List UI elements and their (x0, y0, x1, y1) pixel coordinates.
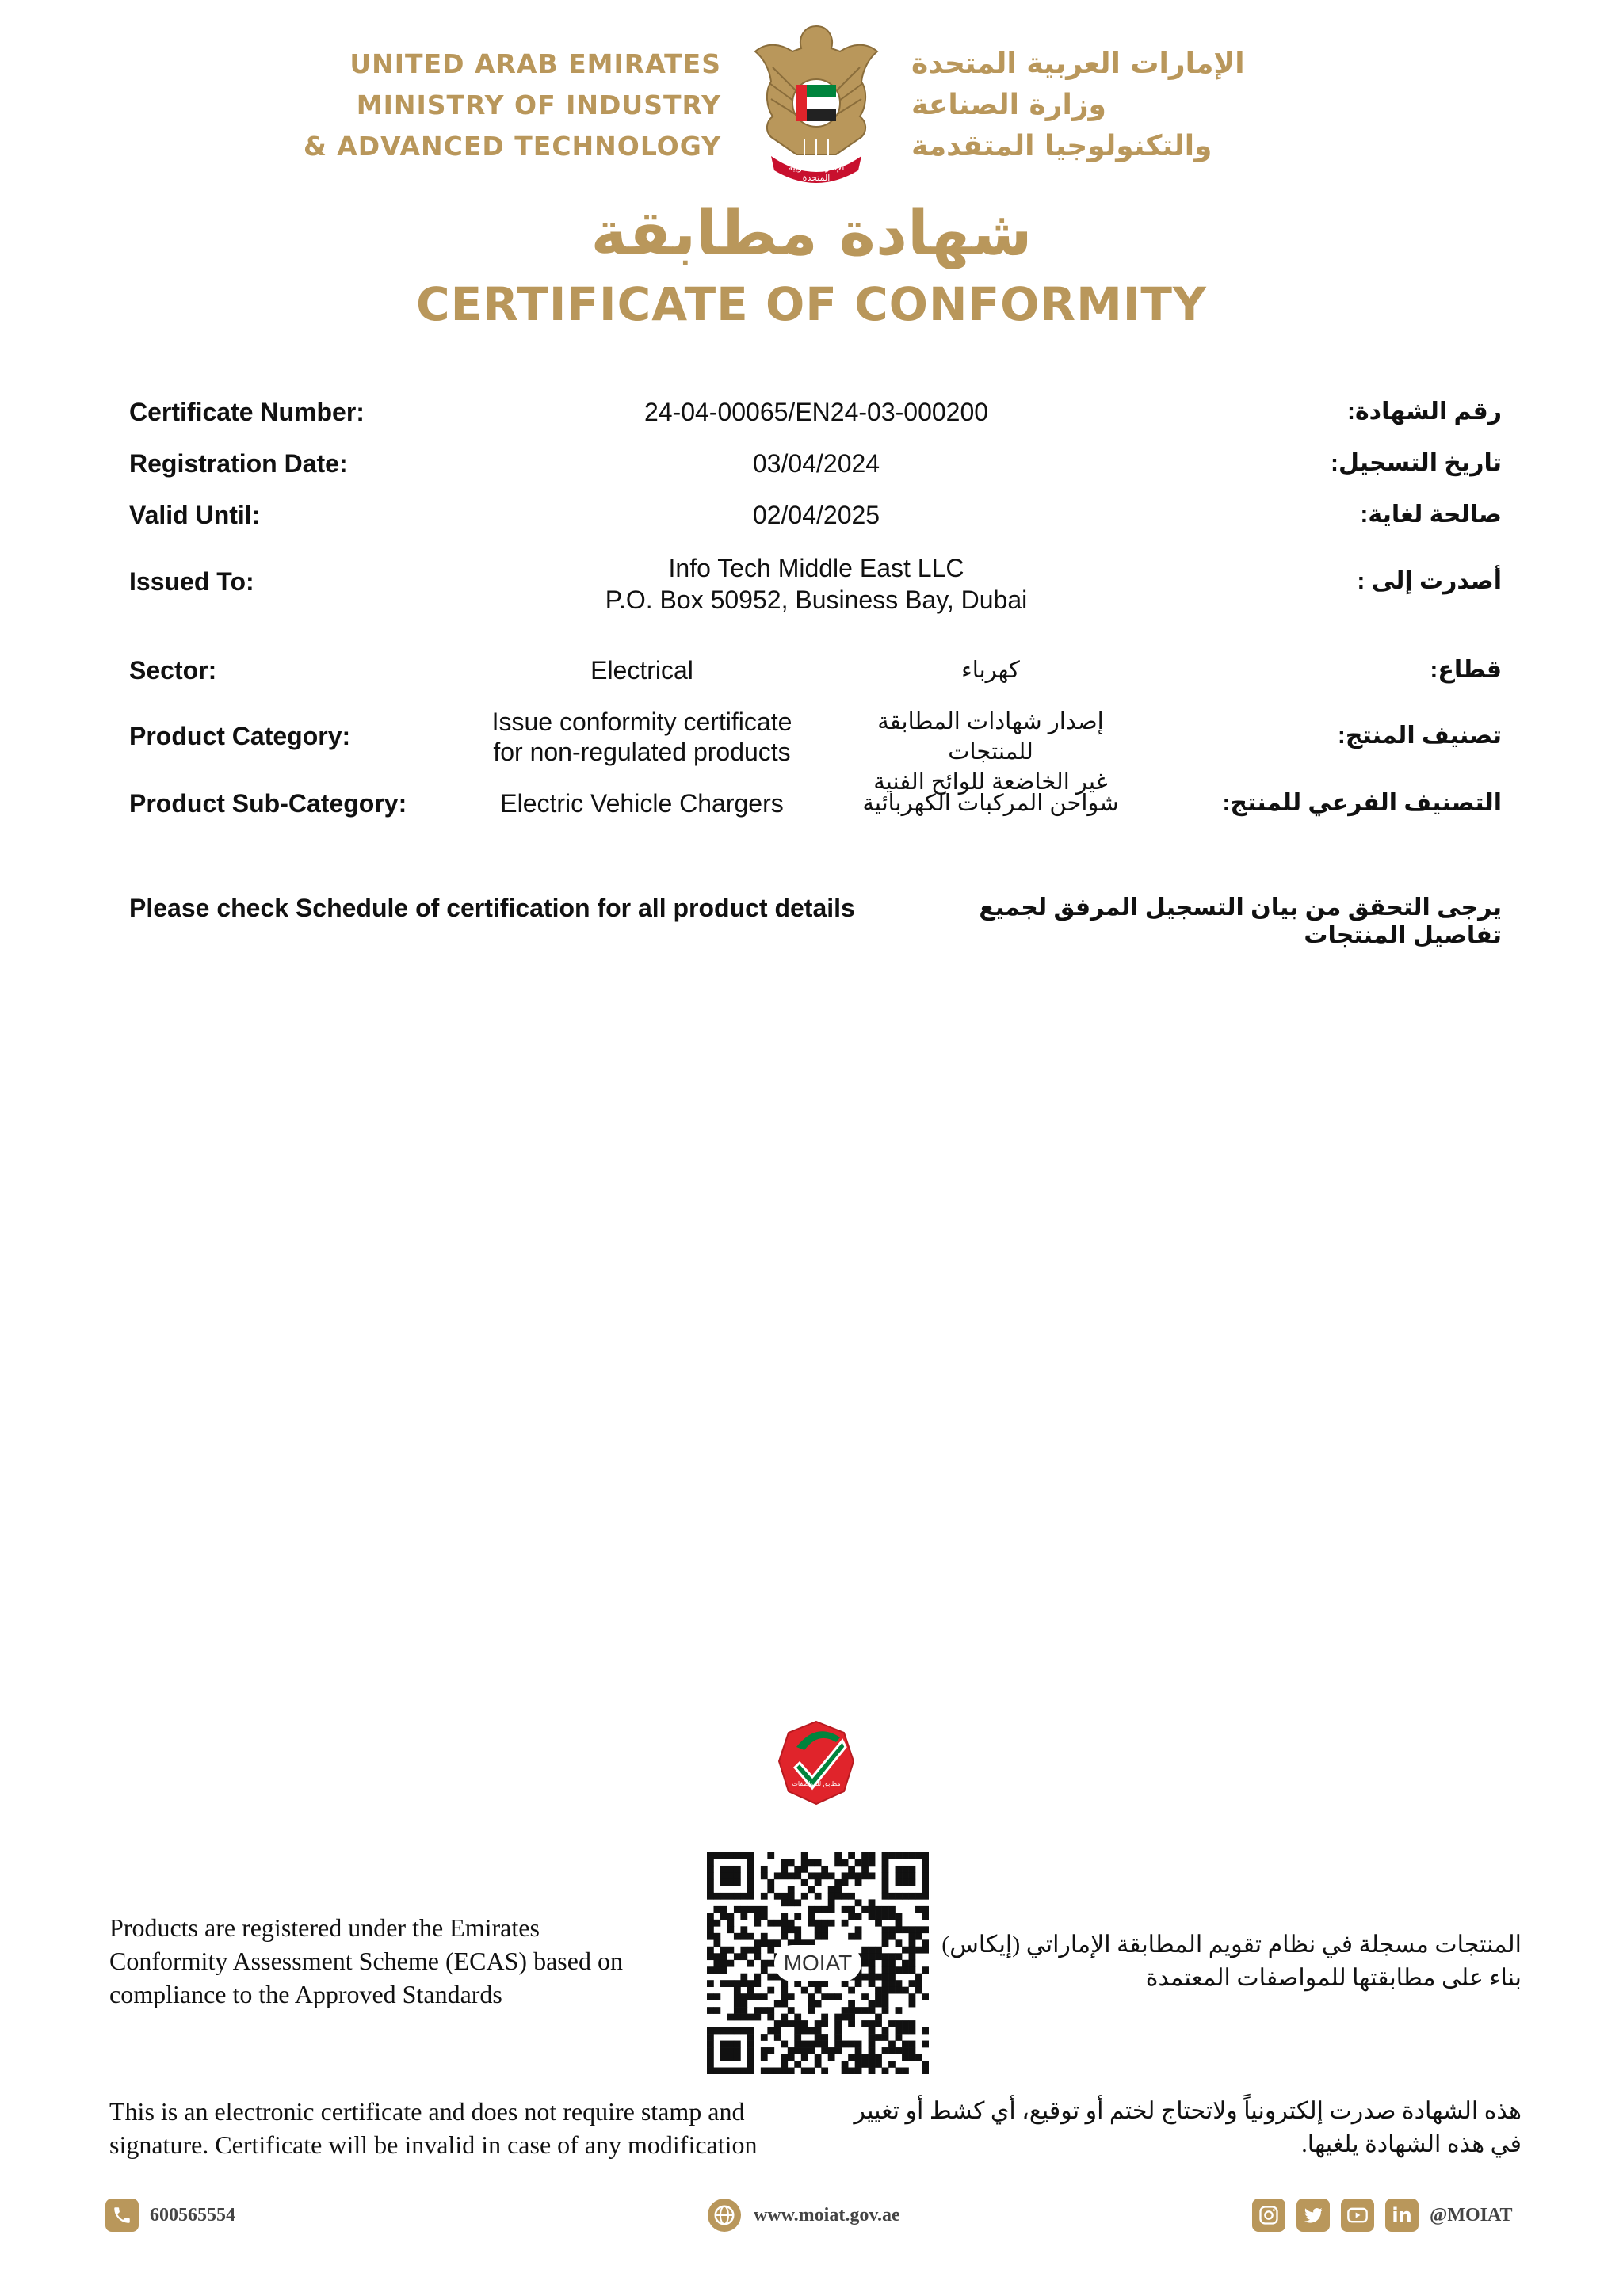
seal-text: مطابق للمواصفات (792, 1780, 841, 1787)
valid-until-label-ar: صالحة لغاية: (1360, 502, 1502, 528)
product-category-label: Product Category: (129, 722, 351, 750)
cert-number-label: Certificate Number: (129, 398, 365, 426)
electronic-en-line2: signature. Certificate will be invalid in case of any modification (109, 2130, 758, 2159)
website-link: www.moiat.gov.ae (754, 2204, 900, 2225)
electronic-en-line1: This is an electronic certificate and does not require stamp and (109, 2097, 745, 2126)
ecas-en-line1: Products are registered under the Emirates (109, 1913, 540, 1942)
ecas-en-line3: compliance to the Approved Standards (109, 1980, 502, 2008)
valid-until-label: Valid Until: (129, 501, 261, 529)
header-en-line3: & ADVANCED TECHNOLOGY (303, 131, 721, 162)
ecas-ar (935, 1928, 1522, 1995)
header-en-line2: MINISTRY OF INDUSTRY (356, 90, 721, 120)
conformity-seal (773, 1715, 860, 1810)
footer-social (1252, 2199, 1513, 2232)
ecas-en (109, 1911, 696, 2011)
product-category-value (460, 707, 824, 767)
issued-to-address: P.O. Box 50952, Business Bay, Dubai (605, 585, 1028, 614)
ecas-ar-line2: بناء على مطابقتها للمواصفات المعتمدة (1145, 1965, 1522, 1991)
footer-phone[interactable] (105, 2199, 235, 2232)
product-category-label-ar: تصنيف المنتج: (1337, 723, 1502, 749)
reg-date-label-ar: تاريخ التسجيل: (1331, 450, 1502, 476)
header-ar-line1: الإمارات العربية المتحدة (911, 48, 1245, 80)
linkedin-icon[interactable]: in (1385, 2199, 1419, 2232)
issued-to-company: Info Tech Middle East LLC (668, 554, 964, 582)
product-category-value-ar (832, 707, 1149, 797)
header-ar-line3: والتكنولوجيا المتقدمة (911, 130, 1212, 162)
reg-date-value: 03/04/2024 (752, 449, 880, 478)
qr-code (707, 1852, 929, 2074)
globe-icon (708, 2199, 741, 2232)
sector-label-ar: قطاع: (1430, 657, 1502, 683)
electronic-note-ar (840, 2095, 1522, 2161)
header-ar-line2: وزارة الصناعة (911, 89, 1106, 121)
uae-emblem (749, 20, 884, 186)
schedule-note-ar: يرجى التحقق من بيان التسجيل المرفق لجميع تفاصيل المنتجات (979, 894, 1502, 948)
header-arabic (911, 44, 1316, 167)
twitter-icon[interactable] (1296, 2199, 1330, 2232)
electronic-note-en (109, 2095, 823, 2161)
header-english (238, 44, 721, 167)
valid-until-value: 02/04/2025 (752, 501, 880, 529)
reg-date-label: Registration Date: (129, 449, 348, 478)
cert-number-value: 24-04-00065/EN24-03-000200 (643, 398, 989, 426)
electronic-ar-line2: في هذه الشهادة يلغيها. (1301, 2131, 1522, 2157)
product-category-ar-line1: إصدار شهادات المطابقة للمنتجات (877, 709, 1104, 765)
social-handle: @MOIAT (1430, 2204, 1513, 2225)
product-subcategory-label-ar: التصنيف الفرعي للمنتج: (1222, 790, 1502, 816)
electronic-ar-line1: هذه الشهادة صدرت إلكترونياً ولاتحتاج لختم أو توقيع، أي كشط أو تغيير (854, 2098, 1522, 2124)
issued-to-label-ar: أصدرت إلى : (1357, 568, 1502, 594)
product-subcategory-value-ar: شواحن المركبات الكهربائية (862, 791, 1119, 816)
instagram-icon[interactable] (1252, 2199, 1285, 2232)
sector-value-ar: كهرباء (961, 658, 1020, 683)
issued-to-value (499, 552, 1133, 616)
sector-value: Electrical (590, 656, 693, 685)
issued-to-label: Issued To: (129, 567, 254, 596)
sector-label: Sector: (129, 656, 217, 685)
title-english: CERTIFICATE OF CONFORMITY (416, 277, 1207, 331)
product-category-ar-line2: غير الخاضعة للوائح الفنية (873, 769, 1108, 795)
ecas-en-line2: Conformity Assessment Scheme (ECAS) based on (109, 1947, 623, 1975)
ecas-ar-line1: المنتجات مسجلة في نظام تقويم المطابقة الإماراتي (إيكاس) (941, 1932, 1522, 1958)
footer-website[interactable] (708, 2199, 900, 2232)
youtube-icon[interactable] (1341, 2199, 1374, 2232)
product-category-line2: for non-regulated products (493, 738, 791, 766)
emblem-banner-text: الإمارات العربية المتحدة (788, 162, 845, 183)
product-category-line1: Issue conformity certificate (491, 707, 792, 736)
product-subcategory-label: Product Sub-Category: (129, 789, 407, 818)
header-en-line1: UNITED ARAB EMIRATES (349, 48, 721, 79)
phone-number: 600565554 (150, 2204, 235, 2225)
cert-number-label-ar: رقم الشهادة: (1346, 399, 1502, 425)
schedule-note-en: Please check Schedule of certification for all product details (129, 894, 855, 922)
product-subcategory-value: Electric Vehicle Chargers (500, 789, 784, 818)
phone-icon (105, 2199, 139, 2232)
qr-label: MOIAT (774, 1945, 861, 1981)
title-arabic: شهادة مطابقة (590, 198, 1033, 269)
